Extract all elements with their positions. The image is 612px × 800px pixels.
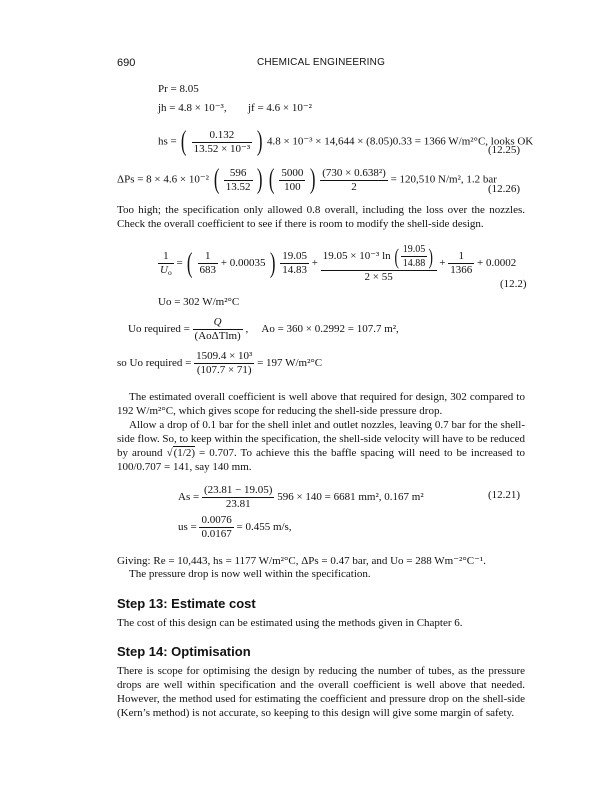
eq-uo: $\frac{1}{U_o}$ = ( $\frac{1}{683}$ + 0.00035 ) $\frac{19.05}{14.83}$ + 19.05 × 10⁻³ ln ( $\frac{19.05}{14.88}$ ) 2 × 55 + $\frac{1}{1366}$ + 0.0002 — [160, 243, 517, 283]
hs-numerator: 0.132 — [209, 128, 235, 141]
eq-jf: jf = 4.6 × 10⁻² — [248, 102, 312, 114]
p3-part-b: = 0.707. To achieve this the baffle spacing will need to be increased to 100/0.707 = 141, say 140 mm. — [117, 447, 526, 473]
so-uo-numerator: 1509.4 × 10³ — [196, 350, 253, 362]
uo-required-numerator: Q — [213, 316, 222, 328]
hs-lhs: hs = — [158, 135, 177, 148]
dps-fraction-1 — [224, 167, 253, 194]
uo-term3-fraction: 19.05 × 10⁻³ ln ( $\frac{19.05}{14.88}$ ) 2 × 55 — [321, 243, 437, 284]
dps-result: = 120,510 N/m², 1.2 bar — [390, 173, 497, 186]
p3-sqrt: (1/2) — [173, 447, 196, 459]
uo-term4-fraction — [448, 250, 474, 277]
us-fraction — [199, 514, 233, 541]
as-denominator: 23.81 — [202, 497, 275, 511]
paragraph-step-14: There is scope for optimising the design by reducing the number of tubes, as the pressure drops are well within specification and the overall coefficient is well above that needed. However, the method used for estimating the coefficient and pressure drop on the shell-side (Kern’s method) is not accurate, so keeping to this design will give some margin of safety. — [117, 665, 525, 719]
uo-t3-inner-num: 19.05 — [402, 244, 426, 255]
eq-ref-12-21: (12.21) — [488, 489, 521, 501]
paragraph-too-high: Too high; the specification only allowed 0.8 overall, including the loss over the nozzles. Check the overall coefficient to see if there is room to modify the shell-side design. — [117, 204, 525, 230]
as-rest: 596 × 140 = 6681 mm², 0.167 m² — [277, 491, 424, 504]
eq-uo-required: Uo required = $\frac{Q}{\text{(AoΔTlm)}}$ , Ao = 360 × 0.2992 = 107.7 m², — [128, 316, 399, 342]
uo-t1-numerator: 1 — [205, 250, 211, 262]
dps-fraction-2 — [279, 167, 305, 194]
dps-f1-denominator: 13.52 — [225, 180, 251, 193]
uo-t2-denominator: 14.83 — [282, 264, 308, 276]
so-uo-lhs: so Uo required = — [117, 357, 192, 370]
p3-part-a: Allow a drop of 0.1 bar for the shell inlet and outlet nozzles, leaving 0.7 bar for the shell-side flow. So, to keep within the specification, the shell-side velocity will have to be reduced by around — [117, 419, 526, 459]
eq-uo-value: Uo = 302 W/m²°C — [158, 296, 240, 308]
running-title: CHEMICAL ENGINEERING — [256, 57, 386, 68]
dps-f1-numerator: 596 — [229, 166, 247, 179]
so-uo-result: = 197 W/m²°C — [257, 357, 323, 370]
paragraph-estimated-coefficient: The estimated overall coefficient is well above that required for design, 302 compared to 192 W/m²°C, which gives scope for reducing the shell-side pressure drop. — [117, 391, 525, 417]
paren-open: ( — [269, 164, 275, 195]
so-uo-denominator: (107.7 × 71) — [194, 363, 254, 377]
paren-open: ( — [181, 126, 187, 157]
paren-open: ( — [187, 247, 193, 279]
uo-t1-denominator: 683 — [199, 264, 216, 276]
uo-t3-denominator: 2 × 55 — [321, 270, 437, 284]
so-uo-fraction — [194, 350, 254, 377]
dps-f2-denominator: 100 — [279, 180, 305, 194]
paragraph-pressure-drop: The pressure drop is now well within the specification. — [129, 568, 371, 580]
dps-f3-numerator: (730 × 0.638²) — [322, 166, 386, 179]
paren-close: ) — [257, 164, 263, 195]
uo-term2-fraction — [280, 250, 309, 277]
page-number: 690 — [117, 57, 136, 69]
us-lhs: us = — [178, 521, 197, 534]
eq-jh: jh = 4.8 × 10⁻³, — [158, 102, 227, 114]
uo-t3-inner-fraction — [401, 243, 428, 270]
hs-fraction — [192, 129, 253, 156]
eq-ref-12-26: (12.26) — [488, 183, 521, 195]
eq-dps — [117, 166, 497, 194]
paren-close: ) — [256, 126, 263, 157]
paragraph-allow-drop: Allow a drop of 0.1 bar for the shell inlet and outlet nozzles, leaving 0.7 bar for the shell-side flow. So, to keep within the specification, the shell-side velocity will have to be reduced by around √(1/2) = 0.707. To achieve this the baffle spacing will need to be increased to 100/0.707 = 141, say 140 mm. — [117, 419, 526, 473]
hs-denominator: 13.52 × 10⁻³ — [193, 142, 251, 155]
uo-lhs-fraction: $\frac{1}{U_o}$ — [160, 250, 172, 277]
uo-t2-numerator: 19.05 — [282, 250, 308, 262]
uo-required-denominator: (AoΔTlm) — [194, 330, 241, 342]
uo-required-lhs: Uo required = — [128, 323, 190, 336]
paragraph-step-13: The cost of this design can be estimated using the methods given in Chapter 6. — [117, 617, 463, 629]
eq-hs — [158, 128, 533, 156]
as-numerator: (23.81 − 19.05) — [203, 484, 273, 496]
paren-close: ) — [310, 164, 316, 195]
uo-t4-numerator: 1 — [458, 250, 465, 262]
uo-t4-denominator: 1366 — [450, 264, 473, 276]
eq-ref-12-25: (12.25) — [488, 144, 521, 156]
eq-as — [178, 484, 424, 511]
eq-us — [178, 514, 292, 541]
us-numerator: 0.0076 — [201, 514, 232, 526]
eq-so-uo-required — [117, 350, 322, 377]
dps-lhs: ΔPs = 8 × 4.6 × 10⁻² — [117, 173, 209, 186]
dps-fraction-3 — [320, 167, 388, 194]
dps-f2-numerator: 5000 — [281, 166, 304, 179]
as-fraction — [202, 484, 275, 511]
paragraph-giving: Giving: Re = 10,443, hs = 1177 W/m²°C, ΔPs = 0.47 bar, and Uo = 288 Wm⁻²°C⁻¹. — [117, 555, 486, 567]
heading-step-13: Step 13: Estimate cost — [117, 596, 256, 611]
uo-t3-inner-den: 14.88 — [402, 258, 426, 269]
uo-t1-add: + 0.00035 — [220, 257, 266, 270]
paren-open: ( — [213, 164, 220, 195]
heading-step-14: Step 14: Optimisation — [117, 644, 251, 659]
eq-pr: Pr = 8.05 — [158, 83, 199, 95]
uo-term1-fraction — [198, 250, 219, 277]
uo-required-fraction — [193, 316, 243, 343]
us-denominator: 0.0167 — [201, 528, 232, 540]
page-header — [117, 57, 525, 71]
eq-ao: Ao = 360 × 0.2992 = 107.7 m², — [261, 323, 399, 336]
dps-f3-denominator: 2 — [320, 180, 388, 194]
uo-t3-prefix: 19.05 × 10⁻³ ln — [322, 250, 391, 263]
paren-close: ) — [270, 247, 276, 279]
us-rest: = 0.455 m/s, — [236, 521, 292, 534]
eq-ref-12-2: (12.2) — [500, 278, 527, 290]
hs-rest: 4.8 × 10⁻³ × 14,644 × (8.05)0.33 = 1366 W/m²°C, looks OK — [266, 135, 534, 148]
as-lhs: As = — [178, 491, 200, 504]
uo-t4-add: + 0.0002 — [477, 257, 517, 270]
